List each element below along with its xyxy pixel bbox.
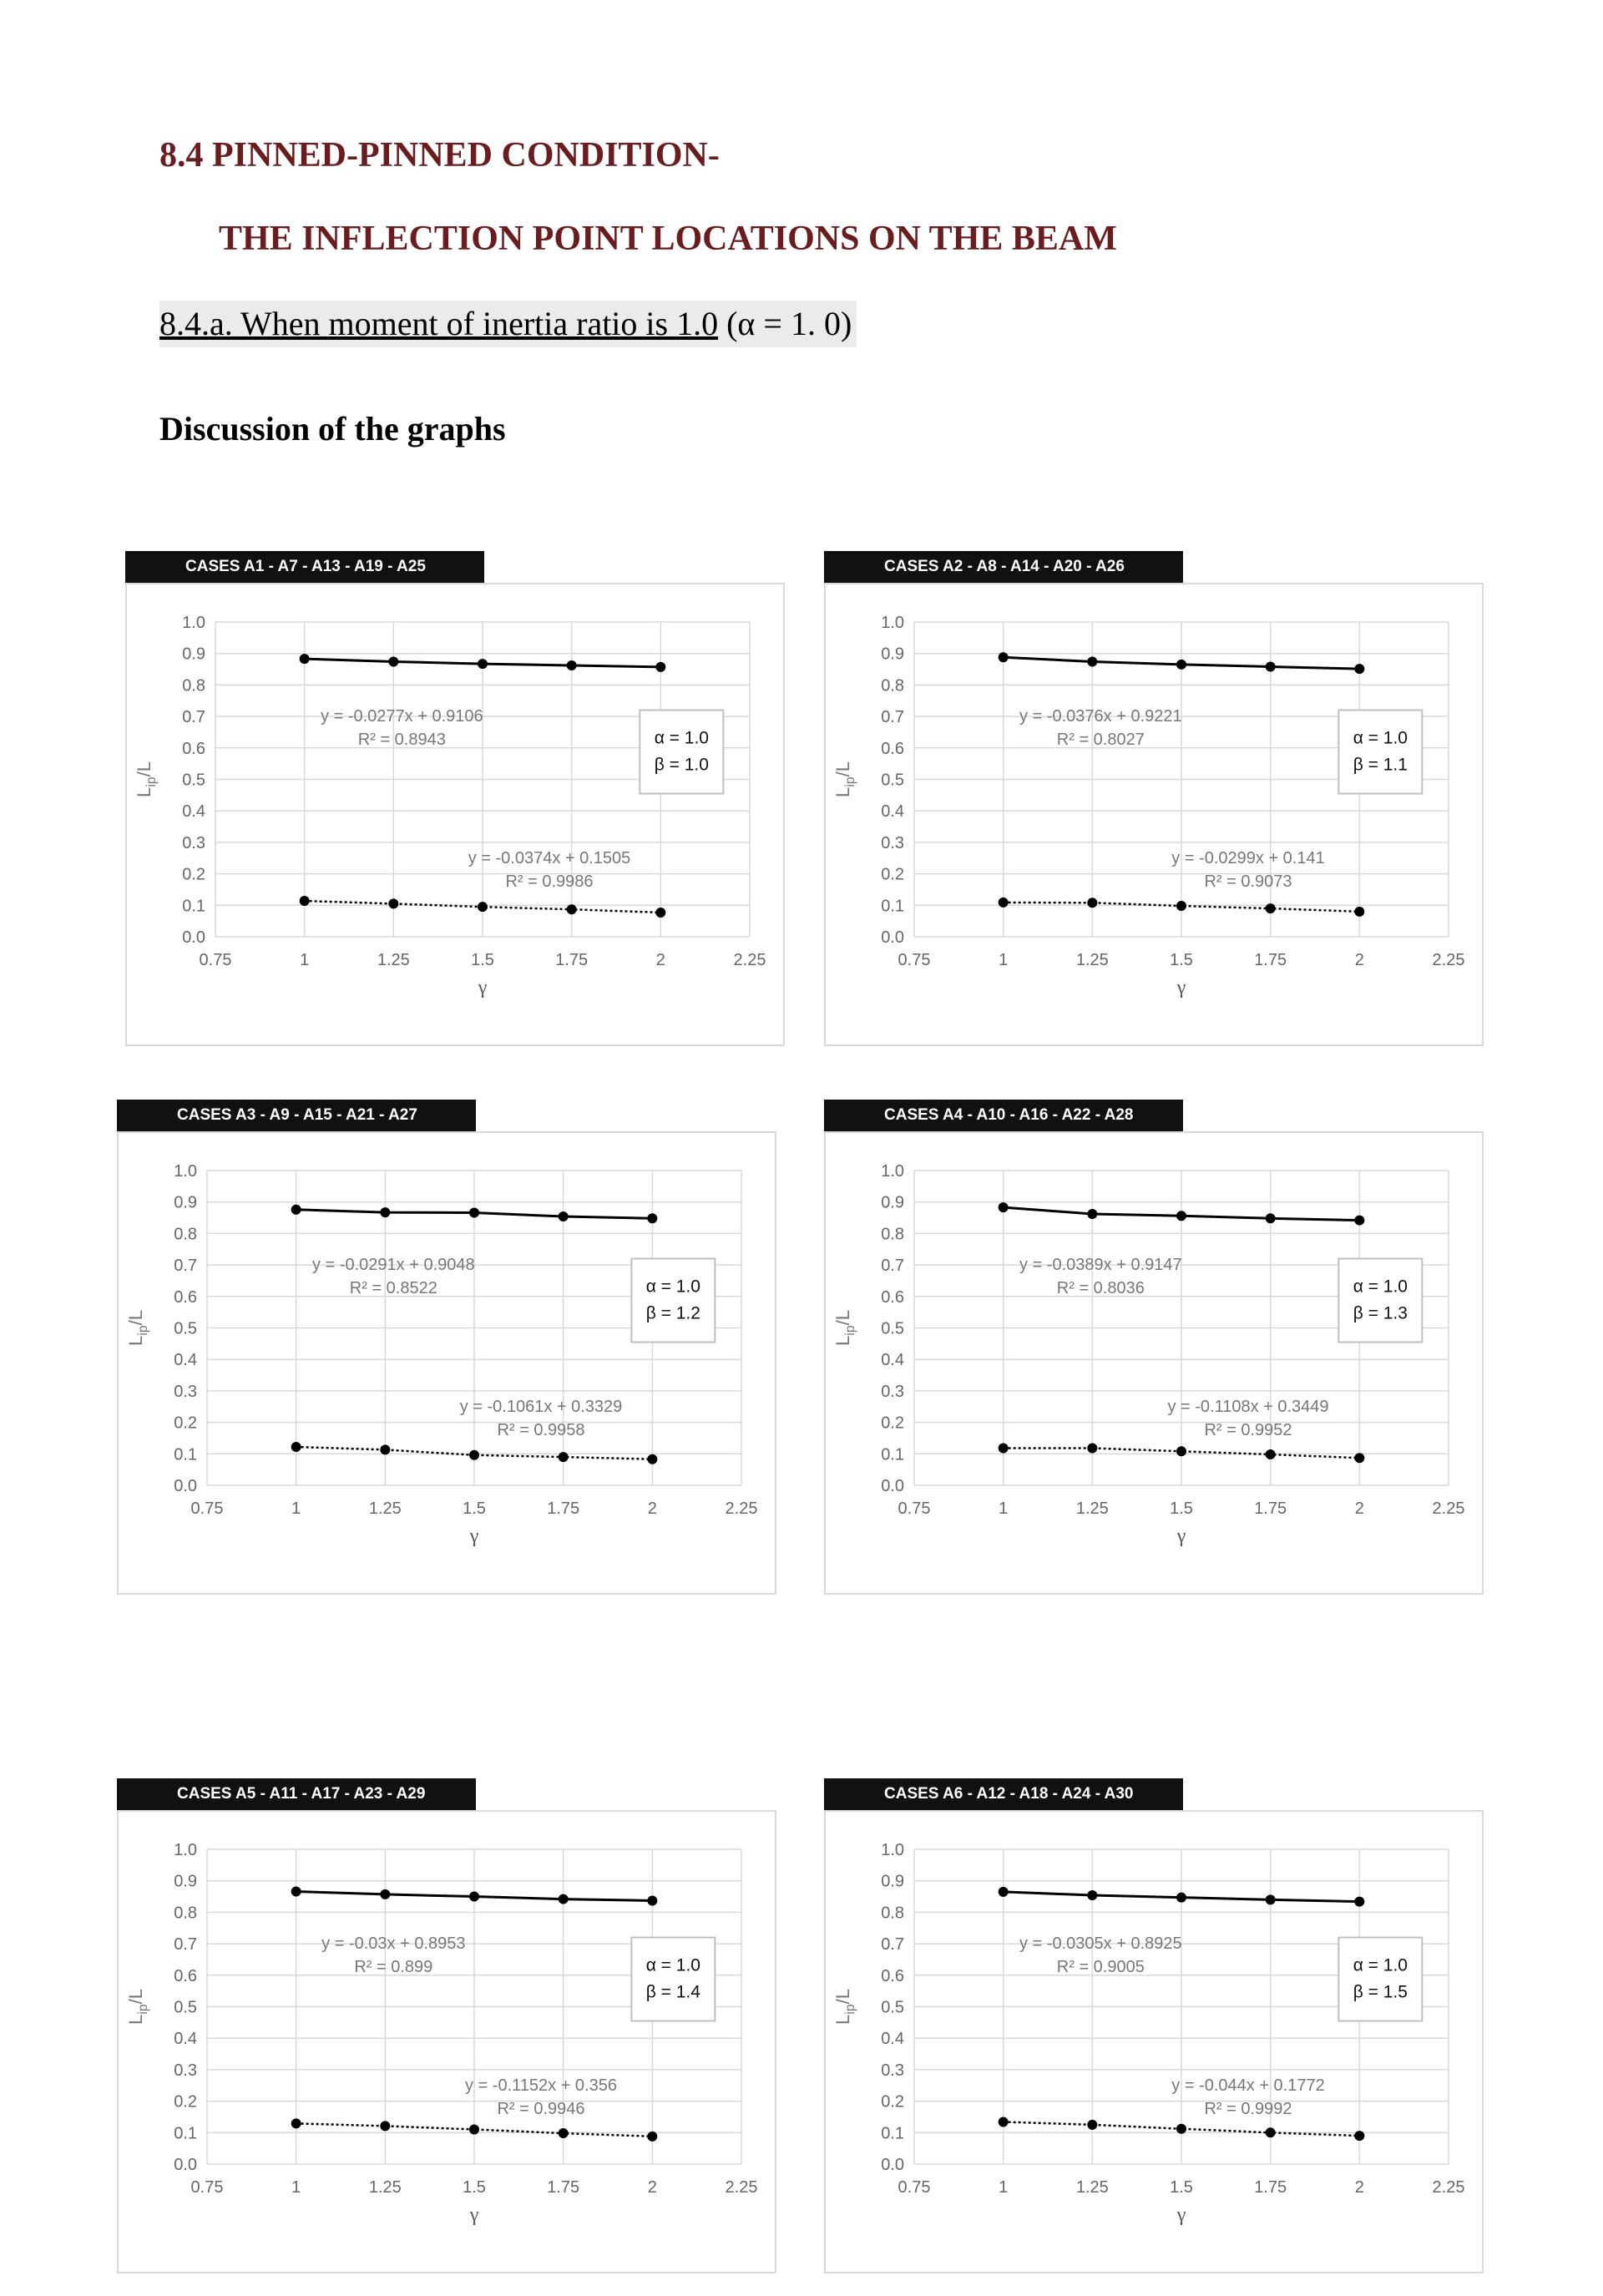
x-tick-label: 1.5 — [1170, 1499, 1193, 1518]
x-tick-label: 2.25 — [1432, 2178, 1465, 2197]
data-point-upper — [1266, 662, 1276, 672]
trendline-r2: R² = 0.9005 — [1056, 1958, 1145, 1977]
x-tick-label: 2.25 — [725, 2178, 758, 2197]
data-point-lower — [1087, 898, 1097, 908]
chart-title: CASES A6 - A12 - A18 - A24 - A30 — [824, 1778, 1183, 1810]
data-point-upper — [478, 659, 488, 669]
data-point-lower — [559, 1452, 569, 1462]
y-tick-label: 0.2 — [881, 865, 904, 884]
legend-alpha: α = 1.0 — [1353, 1955, 1408, 1975]
y-tick-label: 0.9 — [881, 1193, 904, 1212]
y-tick-label: 0.1 — [174, 2124, 197, 2143]
chart-plot — [824, 551, 1492, 1052]
x-tick-label: 2 — [1354, 2178, 1364, 2197]
y-tick-label: 0.7 — [174, 1935, 197, 1955]
data-point-upper — [1266, 1894, 1276, 1904]
legend-alpha: α = 1.0 — [1353, 728, 1408, 748]
trendline-equation: y = -0.03x + 0.8953 — [321, 1934, 466, 1954]
y-tick-label: 0.8 — [881, 1904, 904, 1923]
x-tick-label: 2 — [1354, 951, 1364, 969]
chart-1 — [125, 551, 793, 1052]
x-tick-label: 1 — [999, 2178, 1009, 2197]
data-point-upper — [1354, 1897, 1364, 1907]
data-point-upper — [300, 654, 310, 664]
subsection-formula: (α = 1. 0) — [726, 305, 852, 342]
x-tick-label: 1.25 — [368, 2178, 402, 2197]
y-tick-label: 0.7 — [881, 1257, 904, 1276]
y-tick-label: 0.3 — [881, 2061, 904, 2080]
trendline-equation: y = -0.0389x + 0.9147 — [1019, 1256, 1182, 1275]
y-axis-label: $L_{ip}/L$ — [832, 1309, 857, 1347]
x-tick-label: 2 — [647, 1499, 657, 1518]
data-point-lower — [1087, 1444, 1097, 1454]
y-tick-label: 0.3 — [174, 1382, 197, 1401]
trendline-r2: R² = 0.9992 — [1204, 2099, 1292, 2118]
data-point-upper — [1176, 1893, 1186, 1903]
y-tick-label: 1.0 — [881, 1162, 904, 1181]
x-tick-label: 2.25 — [1432, 951, 1465, 969]
chart-plot — [824, 1100, 1492, 1601]
chart-6 — [824, 1778, 1492, 2279]
y-tick-label: 0.7 — [182, 708, 205, 727]
data-point-lower — [567, 904, 577, 914]
data-point-lower — [1176, 1446, 1186, 1456]
data-point-upper — [469, 1892, 479, 1902]
data-point-upper — [999, 1202, 1009, 1212]
x-tick-label: 0.75 — [199, 951, 232, 969]
y-axis-label: $L_{ip}/L$ — [832, 1988, 857, 2025]
data-point-lower — [388, 898, 398, 908]
data-point-lower — [1266, 903, 1276, 913]
y-tick-label: 0.2 — [174, 2092, 197, 2111]
y-tick-label: 0.4 — [881, 1351, 904, 1370]
data-point-upper — [380, 1207, 390, 1217]
y-tick-label: 0.7 — [881, 1935, 904, 1955]
legend-beta: β = 1.5 — [1353, 1982, 1408, 2002]
trendline-equation: y = -0.0305x + 0.8925 — [1019, 1934, 1182, 1954]
trendline-equation: y = -0.1108x + 0.3449 — [1167, 1397, 1329, 1416]
y-tick-label: 0.1 — [174, 1445, 197, 1464]
y-tick-label: 0.5 — [174, 1998, 197, 2017]
data-point-upper — [647, 1213, 657, 1223]
y-tick-label: 0.0 — [881, 2156, 904, 2174]
legend-alpha: α = 1.0 — [645, 1277, 700, 1297]
y-tick-label: 0.8 — [881, 1225, 904, 1244]
x-tick-label: 2 — [655, 951, 665, 969]
data-point-upper — [655, 662, 665, 672]
x-tick-label: 1.25 — [1075, 951, 1109, 969]
x-tick-label: 1.5 — [463, 2178, 486, 2197]
data-point-upper — [1176, 1211, 1186, 1221]
chart-title: CASES A2 - A8 - A14 - A20 - A26 — [824, 551, 1183, 583]
trendline-r2: R² = 0.9958 — [497, 1420, 585, 1439]
data-point-upper — [291, 1887, 301, 1897]
y-tick-label: 0.6 — [881, 739, 904, 758]
data-point-lower — [1354, 1453, 1364, 1463]
x-tick-label: 0.75 — [190, 2178, 224, 2197]
trendline-r2: R² = 0.8036 — [1056, 1279, 1145, 1298]
data-point-upper — [1087, 1890, 1097, 1900]
x-axis-label: γ — [1176, 977, 1186, 999]
data-point-upper — [1087, 657, 1097, 667]
section-subheading: THE INFLECTION POINT LOCATIONS ON THE BEAM — [219, 220, 1117, 258]
data-point-lower — [380, 2121, 390, 2131]
x-axis-label: γ — [478, 977, 488, 999]
x-axis-label: γ — [1176, 2204, 1186, 2226]
x-tick-label: 0.75 — [898, 1499, 931, 1518]
y-tick-label: 0.3 — [182, 833, 205, 852]
y-tick-label: 0.4 — [174, 1351, 197, 1370]
x-tick-label: 1.75 — [555, 951, 589, 969]
data-point-upper — [567, 660, 577, 670]
data-point-upper — [1176, 660, 1186, 670]
x-tick-label: 1.25 — [377, 951, 410, 969]
chart-4 — [824, 1100, 1492, 1601]
data-point-lower — [1087, 2120, 1097, 2130]
y-tick-label: 0.6 — [881, 1287, 904, 1307]
trendline-equation: y = -0.0291x + 0.9048 — [312, 1256, 475, 1275]
trendline-equation: y = -0.0374x + 0.1505 — [468, 848, 631, 867]
x-tick-label: 1.5 — [463, 1499, 486, 1518]
y-tick-label: 0.6 — [881, 1966, 904, 1985]
data-point-lower — [1354, 2131, 1364, 2141]
y-axis-label: $L_{ip}/L$ — [125, 1309, 150, 1347]
legend-box — [631, 1259, 715, 1343]
x-tick-label: 1.75 — [1254, 2178, 1287, 2197]
data-point-lower — [999, 898, 1009, 908]
data-point-lower — [655, 908, 665, 918]
y-tick-label: 0.6 — [174, 1287, 197, 1307]
y-tick-label: 0.8 — [174, 1904, 197, 1923]
x-tick-label: 2 — [647, 2178, 657, 2197]
x-tick-label: 1 — [291, 1499, 301, 1518]
subsection-text: 8.4.a. When moment of inertia ratio is 1.0 — [159, 305, 719, 342]
data-point-lower — [1266, 1449, 1276, 1459]
x-axis-label: γ — [1176, 1525, 1186, 1547]
x-tick-label: 1 — [300, 951, 310, 969]
data-point-upper — [559, 1894, 569, 1904]
y-tick-label: 0.4 — [182, 802, 205, 822]
y-tick-label: 0.0 — [881, 1477, 904, 1495]
x-axis-label: γ — [469, 1525, 479, 1547]
data-point-upper — [388, 657, 398, 667]
y-tick-label: 0.1 — [182, 897, 205, 916]
y-tick-label: 0.7 — [881, 708, 904, 727]
chart-plot — [117, 1100, 785, 1601]
y-tick-label: 0.0 — [881, 928, 904, 947]
trendline-r2: R² = 0.899 — [354, 1958, 433, 1977]
data-point-lower — [291, 1442, 301, 1452]
y-tick-label: 0.6 — [174, 1966, 197, 1985]
x-tick-label: 2 — [1354, 1499, 1364, 1518]
y-axis-label: $L_{ip}/L$ — [125, 1988, 150, 2025]
data-point-upper — [1354, 1216, 1364, 1226]
chart-plot — [125, 551, 793, 1052]
data-point-upper — [999, 1887, 1009, 1897]
data-point-lower — [1266, 2127, 1276, 2137]
trendline-equation: y = -0.0299x + 0.141 — [1171, 848, 1325, 867]
y-tick-label: 0.8 — [174, 1225, 197, 1244]
y-tick-label: 0.6 — [182, 739, 205, 758]
chart-title: CASES A4 - A10 - A16 - A22 - A28 — [824, 1100, 1183, 1131]
y-tick-label: 0.0 — [174, 2156, 197, 2174]
data-point-upper — [1087, 1209, 1097, 1219]
y-tick-label: 0.4 — [881, 2030, 904, 2049]
y-tick-label: 1.0 — [174, 1162, 197, 1181]
legend-box — [1338, 711, 1422, 794]
legend-box — [1338, 1259, 1422, 1343]
trendline-r2: R² = 0.9986 — [505, 872, 594, 891]
x-tick-label: 0.75 — [898, 951, 931, 969]
trendline-r2: R² = 0.9946 — [497, 2099, 585, 2118]
y-tick-label: 1.0 — [881, 614, 904, 632]
trendline-r2: R² = 0.8943 — [357, 731, 446, 750]
y-tick-label: 0.9 — [182, 645, 205, 664]
x-tick-label: 2.25 — [733, 951, 766, 969]
trendline-r2: R² = 0.8027 — [1056, 731, 1145, 750]
y-tick-label: 1.0 — [182, 614, 205, 632]
x-tick-label: 1.25 — [368, 1499, 402, 1518]
legend-alpha: α = 1.0 — [1353, 1277, 1408, 1297]
data-point-upper — [1354, 664, 1364, 674]
y-tick-label: 0.5 — [881, 1319, 904, 1338]
y-tick-label: 0.9 — [174, 1193, 197, 1212]
data-point-upper — [291, 1205, 301, 1215]
trendline-equation: y = -0.0376x + 0.9221 — [1019, 707, 1182, 726]
data-point-lower — [999, 1444, 1009, 1454]
trendline-equation: y = -0.1152x + 0.356 — [465, 2076, 617, 2095]
data-point-lower — [478, 902, 488, 912]
x-tick-label: 1.75 — [547, 1499, 580, 1518]
trendline-r2: R² = 0.8522 — [349, 1279, 437, 1298]
data-point-lower — [469, 2125, 479, 2135]
data-point-lower — [300, 896, 310, 906]
y-tick-label: 0.9 — [174, 1872, 197, 1891]
y-tick-label: 0.2 — [182, 865, 205, 884]
chart-5 — [117, 1778, 785, 2279]
x-tick-label: 1.75 — [547, 2178, 580, 2197]
legend-alpha: α = 1.0 — [645, 1955, 700, 1975]
legend-box — [631, 1938, 715, 2021]
legend-beta: β = 1.4 — [645, 1982, 700, 2002]
x-tick-label: 1 — [291, 2178, 301, 2197]
legend-beta: β = 1.3 — [1353, 1303, 1408, 1323]
x-tick-label: 1.5 — [1170, 951, 1193, 969]
x-tick-label: 1.5 — [1170, 2178, 1193, 2197]
y-tick-label: 0.2 — [881, 1414, 904, 1433]
subsection-title — [159, 301, 857, 347]
y-tick-label: 0.8 — [182, 676, 205, 695]
y-tick-label: 0.3 — [174, 2061, 197, 2080]
y-tick-label: 1.0 — [174, 1841, 197, 1859]
chart-title: CASES A5 - A11 - A17 - A23 - A29 — [117, 1778, 476, 1810]
y-tick-label: 0.9 — [881, 645, 904, 664]
data-point-lower — [291, 2118, 301, 2128]
chart-plot — [824, 1778, 1492, 2279]
legend-beta: β = 1.1 — [1353, 755, 1408, 775]
x-tick-label: 2.25 — [725, 1499, 758, 1518]
data-point-lower — [1354, 907, 1364, 917]
y-tick-label: 0.0 — [182, 928, 205, 947]
y-tick-label: 0.5 — [174, 1319, 197, 1338]
x-tick-label: 1.25 — [1075, 2178, 1109, 2197]
data-point-lower — [469, 1450, 479, 1460]
y-axis-label: $L_{ip}/L$ — [832, 761, 857, 798]
y-tick-label: 0.0 — [174, 1477, 197, 1495]
data-point-lower — [647, 2132, 657, 2142]
x-tick-label: 0.75 — [898, 2178, 931, 2197]
x-tick-label: 1 — [999, 1499, 1009, 1518]
chart-plot — [117, 1778, 785, 2279]
section-heading: 8.4 PINNED-PINNED CONDITION- — [159, 136, 720, 174]
y-tick-label: 0.3 — [881, 1382, 904, 1401]
y-tick-label: 0.7 — [174, 1257, 197, 1276]
y-tick-label: 0.5 — [182, 771, 205, 790]
x-tick-label: 1 — [999, 951, 1009, 969]
trendline-r2: R² = 0.9073 — [1204, 872, 1292, 891]
y-tick-label: 0.8 — [881, 676, 904, 695]
data-point-lower — [1176, 2124, 1186, 2134]
y-axis-label: $L_{ip}/L$ — [134, 761, 159, 798]
trendline-equation: y = -0.1061x + 0.3329 — [459, 1397, 623, 1416]
discussion-title: Discussion of the graphs — [159, 410, 506, 448]
y-tick-label: 0.5 — [881, 771, 904, 790]
legend-beta: β = 1.0 — [654, 755, 709, 775]
x-axis-label: γ — [469, 2204, 479, 2226]
x-tick-label: 1.5 — [471, 951, 494, 969]
data-point-upper — [469, 1208, 479, 1218]
data-point-upper — [1266, 1213, 1276, 1223]
data-point-lower — [1176, 901, 1186, 911]
data-point-lower — [647, 1454, 657, 1464]
chart-title: CASES A1 - A7 - A13 - A19 - A25 — [125, 551, 484, 583]
x-tick-label: 1.25 — [1075, 1499, 1109, 1518]
y-tick-label: 1.0 — [881, 1841, 904, 1859]
x-tick-label: 2.25 — [1432, 1499, 1465, 1518]
trendline-equation: y = -0.044x + 0.1772 — [1171, 2076, 1325, 2095]
y-tick-label: 0.4 — [174, 2030, 197, 2049]
data-point-lower — [559, 2128, 569, 2138]
chart-title: CASES A3 - A9 - A15 - A21 - A27 — [117, 1100, 476, 1131]
legend-beta: β = 1.2 — [645, 1303, 700, 1323]
y-tick-label: 0.9 — [881, 1872, 904, 1891]
data-point-upper — [647, 1895, 657, 1905]
y-tick-label: 0.4 — [881, 802, 904, 822]
trendline-equation: y = -0.0277x + 0.9106 — [321, 707, 483, 726]
data-point-upper — [559, 1211, 569, 1221]
chart-3 — [117, 1100, 785, 1601]
legend-box — [1338, 1938, 1422, 2021]
data-point-lower — [380, 1444, 390, 1454]
trendline-r2: R² = 0.9952 — [1204, 1420, 1292, 1439]
x-tick-label: 0.75 — [190, 1499, 224, 1518]
y-tick-label: 0.2 — [881, 2092, 904, 2111]
x-tick-label: 1.75 — [1254, 1499, 1287, 1518]
y-tick-label: 0.3 — [881, 833, 904, 852]
y-tick-label: 0.1 — [881, 897, 904, 916]
y-tick-label: 0.2 — [174, 1414, 197, 1433]
y-tick-label: 0.1 — [881, 1445, 904, 1464]
data-point-upper — [999, 652, 1009, 662]
legend-alpha: α = 1.0 — [654, 728, 709, 748]
data-point-lower — [999, 2116, 1009, 2127]
legend-box — [640, 711, 723, 794]
x-tick-label: 1.75 — [1254, 951, 1287, 969]
chart-2 — [824, 551, 1492, 1052]
data-point-upper — [380, 1889, 390, 1899]
y-tick-label: 0.1 — [881, 2124, 904, 2143]
y-tick-label: 0.5 — [881, 1998, 904, 2017]
